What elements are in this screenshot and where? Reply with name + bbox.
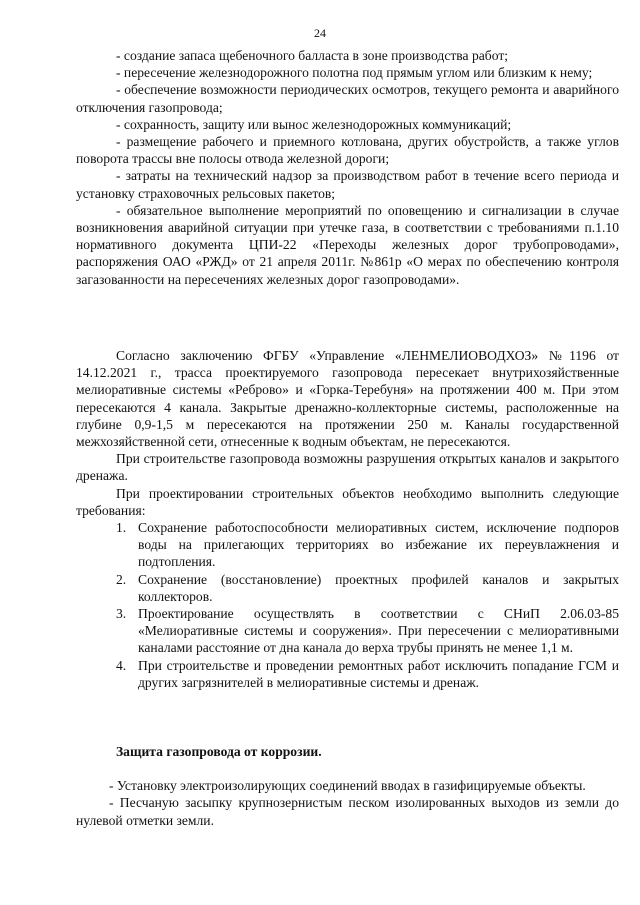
requirement-item: - сохранность, защиту или вынос железнодорожных коммуникаций; (116, 116, 512, 132)
section-heading: Защита газопровода от коррозии. (116, 744, 322, 759)
list-item-text: При строительстве и проведении ремонтных работ исключить попадание ГСМ и других загрязнителей в мелиоративные системы и дренаж. (138, 657, 619, 690)
railway-crossing-requirements (76, 47, 619, 288)
requirement-item: - размещение рабочего и приемного котлована, других обустройств, а также углов поворота трассы вне полосы отвода железной дороги; (76, 134, 619, 167)
list-item-number: 3. (116, 606, 127, 622)
list-item (76, 605, 619, 657)
list-item-text: Сохранение работоспособности мелиоративных систем, исключение подпоров воды на прилегающих территориях во избежание их переувлажнения и подтопления. (138, 520, 619, 570)
melioration-section (76, 347, 619, 691)
corrosion-item: - Песчаную засыпку крупнозернистым песком изолированных выходов из земли до нулевой отметки земли. (76, 795, 619, 828)
requirement-item: - обеспечение возможности периодических осмотров, текущего ремонта и аварийного отключения газопровода; (76, 82, 619, 115)
corrosion-section (76, 743, 619, 829)
list-item (76, 571, 619, 605)
page-number: 24 (314, 26, 326, 40)
list-item-text: Сохранение (восстановление) проектных профилей каналов и закрытых коллекторов. (138, 571, 619, 604)
list-item (76, 519, 619, 571)
melioration-paragraph: Согласно заключению ФГБУ «Управление «ЛЕНМЕЛИОВОДХОЗ» №1196 от 14.12.2021 г., трасса проектируемого газопровода пересекает внутрихозяйственные мелиоративные системы «Реброво» и «Горка-Теребуня» на протяжении 400 м. При этом пересекаются 4 канала. Закрытые дренажно-коллекторные системы, расположенные на глубине 0,9-1,5 м пересекаются на протяжении 250 м. Каналы государственной межхозяйственной сети, отнесенные к водным объектам, не пересекаются. (76, 348, 619, 450)
requirement-item: - пересечение железнодорожного полотна под прямым углом или близким к нему; (116, 65, 593, 81)
list-item-number: 2. (116, 571, 127, 587)
requirement-item: - создание запаса щебеночного балласта в зоне производства работ; (116, 48, 509, 63)
requirement-item: - затраты на технический надзор за производством работ в течение всего периода и установку страховочных рельсовых пакетов; (76, 168, 619, 201)
corrosion-item: - Установку электроизолирующих соединений вводах в газифицируемые объекты. (109, 778, 586, 794)
list-item-text: Проектирование осуществлять в соответствии с СНиП 2.06.03-85 «Мелиоративные системы и сооружения». При пересечении с мелиоративными каналами расстояние от дна канала до верха трубы принять не менее 1,1 м. (138, 606, 619, 656)
requirements-list (76, 519, 619, 691)
melioration-paragraph: При проектировании строительных объектов необходимо выполнить следующие требования: (76, 485, 619, 518)
list-item-number: 4. (116, 657, 127, 673)
list-item (76, 657, 619, 691)
melioration-paragraph: При строительстве газопровода возможны разрушения открытых каналов и закрытого дренажа. (76, 451, 619, 484)
requirement-item: - обязательное выполнение мероприятий по оповещению и сигнализации в случае возникновения аварийной ситуации при утечке газа, в соответствии с требованиями п.1.10 нормативного документа ЦПИ-22 «Переходы железных дорог трубопроводами», распоряжения ОАО «РЖД» от 21 апреля 2011г. №861р «О мерах по обеспечению контроля загазованности на пересечениях железных дорог газопроводами». (76, 202, 619, 287)
list-item-number: 1. (116, 520, 127, 536)
